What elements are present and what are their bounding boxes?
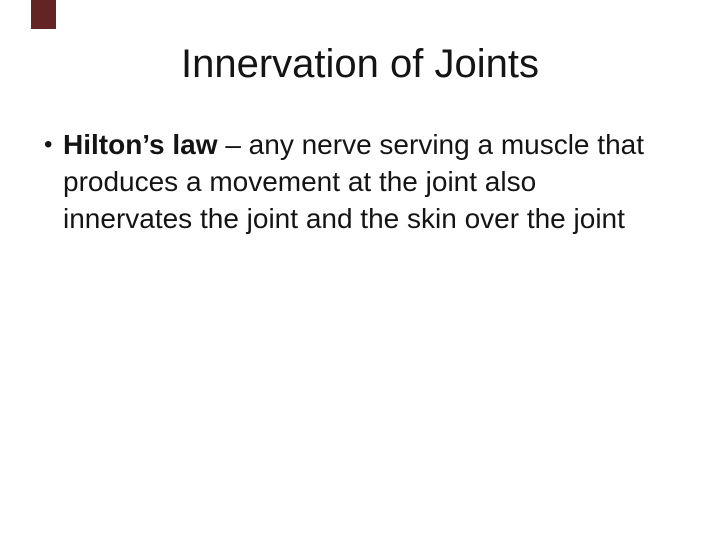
bullet-marker: • xyxy=(44,131,53,158)
bullet-line-3: innervates the joint and the skin over the joint xyxy=(63,203,625,234)
bullet-item xyxy=(44,126,694,237)
bullet-line-1 xyxy=(63,126,694,163)
bullet-line-2: produces a movement at the joint also xyxy=(63,166,537,197)
bullet-text xyxy=(63,126,694,237)
bullet-term-bold: Hilton’s law xyxy=(63,129,218,160)
bullet-line-1-rest: – any nerve serving a muscle that xyxy=(217,129,644,160)
slide-title: Innervation of Joints xyxy=(181,42,539,86)
corner-accent-rectangle xyxy=(31,0,56,29)
